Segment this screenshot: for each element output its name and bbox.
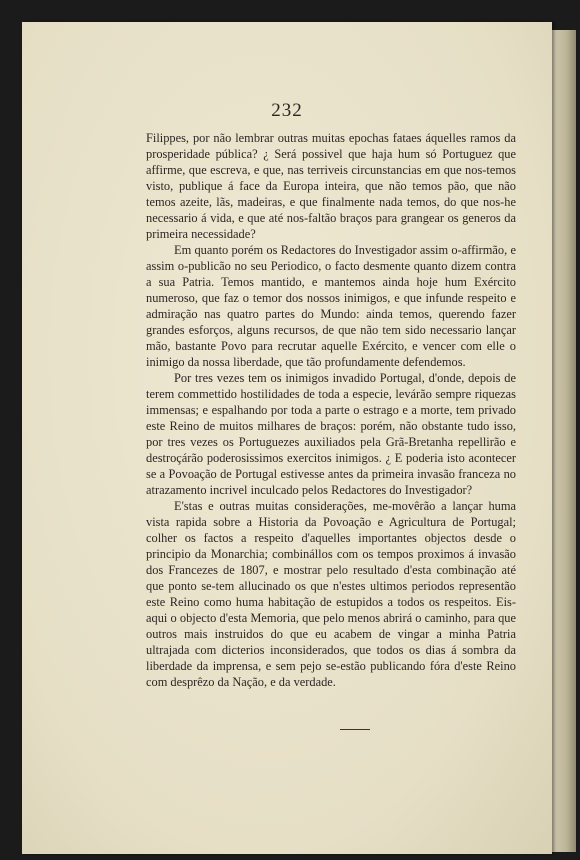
page-edge <box>552 30 576 852</box>
paragraph-3: Por tres vezes tem os inimigos invadido Portugal, d'onde, depois de terem commettido hostilidades de toda a especie, levárão sempre riquezas immensas; e espalhando por toda a parte o estrago e a morte, tem privado este Reino de muitos milhares de braços: porém, não obstante tudo isso, por tres vezes os Portuguezes auxiliados pela Grã-Bretanha repellirão e destroçárão poderosissimos exercitos inimigos. ¿ E poderia isto acontecer se a Povoação de Portugal estivesse antes da primeira invasão franceza no atrazamento incrivel inculcado pelos Redactores do Investigador? <box>146 371 516 497</box>
body-text <box>146 130 516 690</box>
paragraph-2: Em quanto porém os Redactores do Investigador assim o-affirmão, e assim o-publicão no seu Periodico, o facto desmente quanto dizem contra a sua Patria. Temos mantido, e mantemos ainda hoje hum Exército numeroso, que faz o temor dos nossos inimigos, e que infunde respeito e admiração nas quatro partes do Mundo: ainda temos, querendo fazer grandes esforços, alguns recursos, de que não tem sido necessario lançar mão, bastante Povo para recrutar aquelle Exército, e vencer com elle o inimigo da nossa liberdade, que tão profundamente defendemos. <box>146 243 516 369</box>
page-number: 232 <box>271 100 303 121</box>
section-divider <box>340 729 370 730</box>
paragraph-1: Filippes, por não lembrar outras muitas epochas fataes áquelles ramos da prosperidade pública? ¿ Será possivel que haja hum só Portuguez que affirme, que escreva, e que, nas terriveis circunstancias em que nos-temos visto, publique á face da Europa inteira, que não temos pão, que não temos azeite, lãs, madeiras, e que finalmente nada temos, do que nos-he necessario á vida, e que até nos-faltão braços para grangear os generos da primeira necessidade? <box>146 131 516 241</box>
paragraph-4: E'stas e outras muitas considerações, me-movêrão a lançar huma vista rapida sobre a Historia da Povoação e Agricultura de Portugal; colher os factos a respeito d'aquelles importantes objectos desde o principio da Monarchia; combinállos com os tempos proximos á invasão dos Francezes de 1807, e mostrar pelo resultado d'esta combinação até que ponto se-tem allucinado os que n'estes ultimos periodos representão este Reino como huma habitação de estupidos a todos os respeitos. Eis-aqui o objecto d'esta Memoria, que pelo menos abrirá o caminho, para que outros mais instruidos do que eu acabem de vingar a minha Patria ultrajada com dicterios inconsiderados, que todos os dias á sombra da liberdade da imprensa, e sem pejo se-estão publicando fóra d'este Reino com desprêzo da Nação, e da verdade. <box>146 499 516 689</box>
